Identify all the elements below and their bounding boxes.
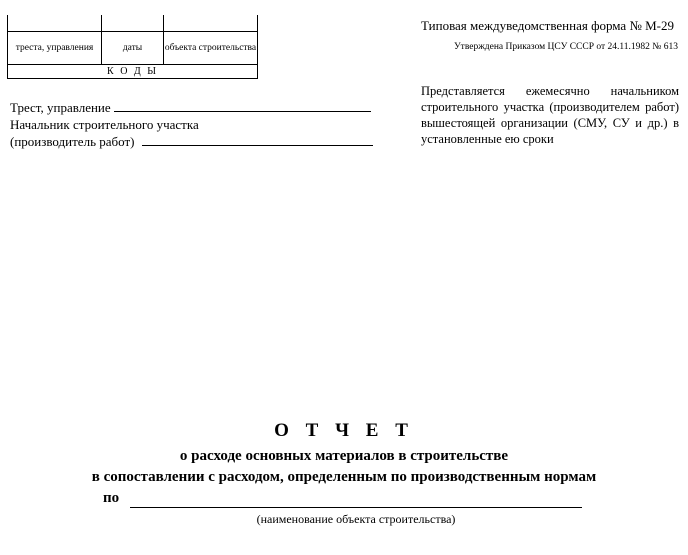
report-subtitle-1: о расходе основных материалов в строительстве bbox=[179, 448, 509, 464]
object-name-input-line[interactable] bbox=[130, 507, 582, 508]
approval-note: Утверждена Приказом ЦСУ СССР от 24.11.1982 № 613 bbox=[453, 42, 678, 52]
codes-header-trust: треста, управления bbox=[8, 32, 102, 65]
chief-input-line[interactable] bbox=[142, 133, 373, 146]
codes-footer: К О Д Ы bbox=[8, 65, 258, 79]
chief-label-line2: (производитель работ) bbox=[10, 134, 135, 149]
form-title: Типовая междуведомственная форма № М-29 bbox=[421, 18, 674, 33]
codes-header-row bbox=[8, 32, 258, 65]
codes-table bbox=[7, 15, 258, 79]
trust-input-line[interactable] bbox=[114, 99, 371, 112]
po-label: по bbox=[103, 490, 120, 506]
trust-field bbox=[10, 99, 371, 115]
trust-label: Трест, управление bbox=[10, 100, 111, 115]
object-name-caption: (наименование объекта строительства) bbox=[256, 512, 456, 526]
codes-blank-row bbox=[8, 15, 258, 32]
report-subtitle-2: в сопоставлении с расходом, определенным по производственным нормам bbox=[91, 469, 597, 485]
code-cell-date[interactable] bbox=[102, 15, 164, 32]
codes-footer-row bbox=[8, 65, 258, 79]
chief-field bbox=[10, 133, 373, 149]
chief-label-line1: Начальник строительного участка bbox=[10, 117, 199, 132]
submission-note: Представляется ежемесячно начальником строительного участка (производителем работ) вышестоящей организации (СМУ, СУ и др.) в установленные ею сроки bbox=[421, 84, 679, 146]
codes-header-object: объекта строительства bbox=[164, 32, 258, 65]
codes-header-date: даты bbox=[102, 32, 164, 65]
report-title: О Т Ч Е Т bbox=[274, 420, 414, 441]
code-cell-trust[interactable] bbox=[8, 15, 102, 32]
code-cell-object[interactable] bbox=[164, 15, 258, 32]
